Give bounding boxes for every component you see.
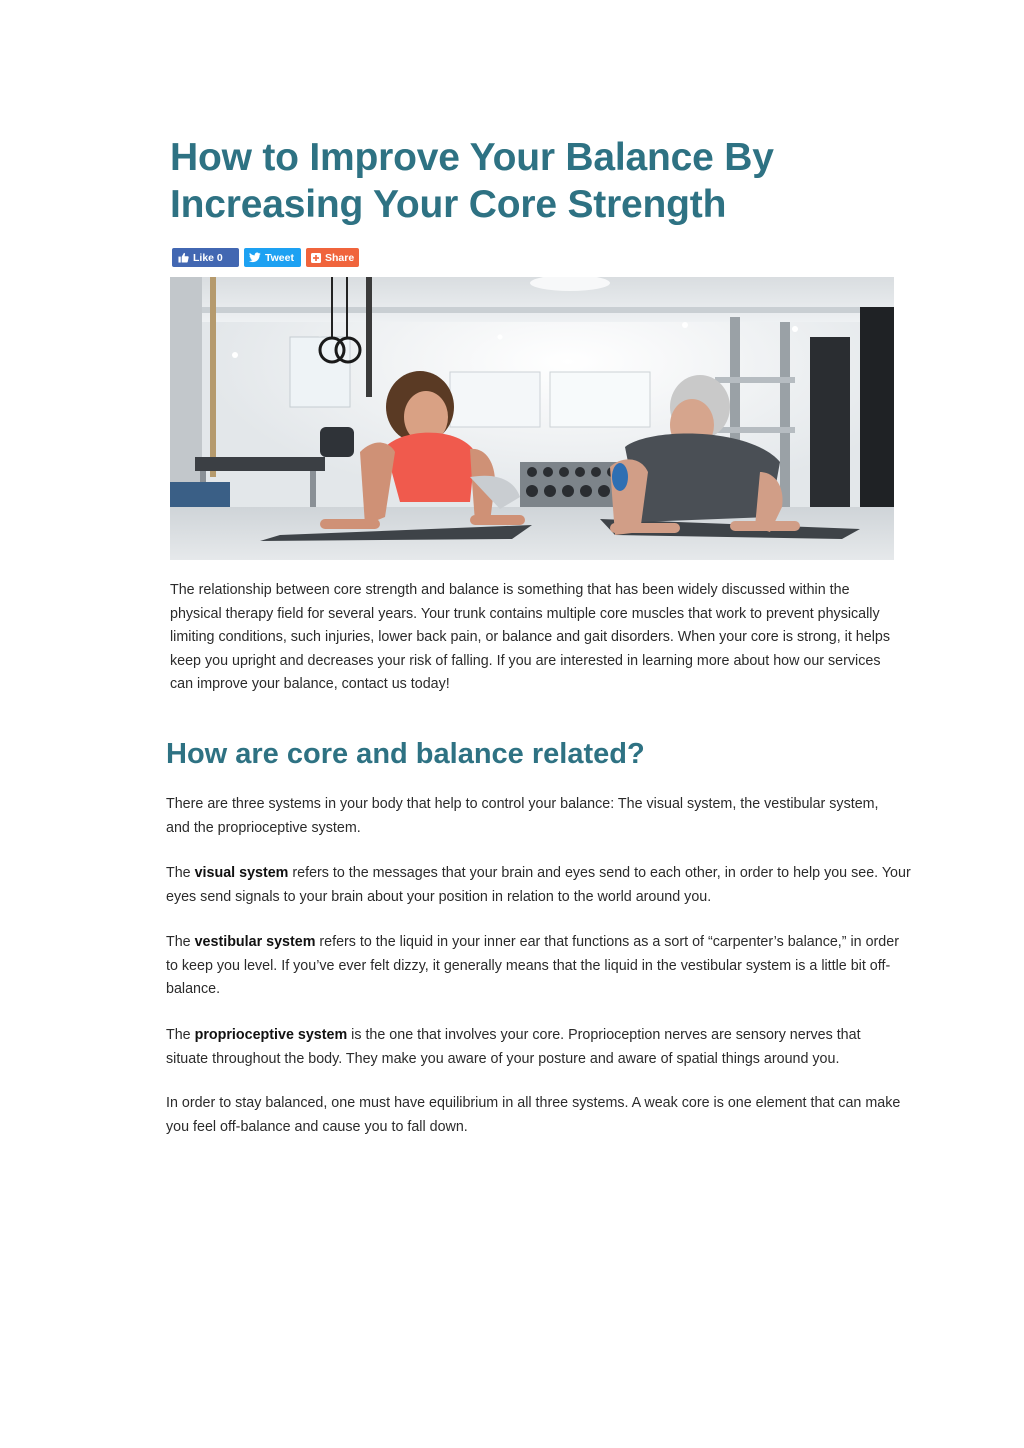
proprioceptive-lead: The [166,1027,195,1043]
tweet-label: Tweet [265,251,294,264]
paragraph-three-systems: There are three systems in your body that help to control your balance: The visual system, the vestibular system, and the proprioceptive system. [166,796,879,836]
intro-paragraph: The relationship between core strength and balance is something that has been widely discussed within the physical therapy field for several years. Your trunk contains multiple core muscles that work to prevent physically limiting conditions, such injuries, lower back pain, or balance and gait disorders. When your core is strong, it helps keep you upright and decreases your risk of falling. If you are interested in learning more about how our services can improve your balance, contact us today! [170,582,890,693]
twitter-bird-icon [249,252,261,264]
share-button[interactable] [306,248,359,267]
share-label: Share [325,251,355,264]
facebook-like-button[interactable] [172,248,239,267]
vestibular-system-term: vestibular system [194,934,316,950]
paragraph-visual-system [166,862,911,909]
tweet-button[interactable] [244,248,301,267]
visual-lead: The [166,865,195,881]
social-share-bar [172,248,359,267]
like-label: Like 0 [193,251,223,264]
article-title: How to Improve Your Balance By Increasing Your Core Strength [170,136,774,226]
section-heading: How are core and balance related? [166,738,645,770]
vestibular-lead: The [166,934,195,950]
visual-rest: refers to the messages that your brain and eyes send to each other, in order to help you see. Your eyes send signals to your brain about your position in relation to the world around you. [166,865,911,905]
paragraph-equilibrium: In order to stay balanced, one must have equilibrium in all three systems. A weak core is one element that can make you feel off-balance and cause you to fall down. [166,1095,901,1135]
plus-box-icon [311,252,321,264]
paragraph-proprioceptive-system [166,1024,906,1071]
proprioceptive-system-term: proprioceptive system [194,1027,348,1043]
paragraph-vestibular-system [166,931,906,1002]
vestibular-rest: refers to the liquid in your inner ear that functions as a sort of “carpenter’s balance,” in order to keep you level. If you’ve ever felt dizzy, it generally means that the liquid in the vestibular system is a little bit off-balance. [166,934,899,998]
thumbs-up-icon [177,252,189,264]
visual-system-term: visual system [194,865,289,881]
proprioceptive-rest: is the one that involves your core. Proprioception nerves are sensory nerves that situate throughout the body. They make you aware of your posture and aware of spatial things around you. [166,1027,861,1067]
gym-plank-photo [170,277,894,560]
